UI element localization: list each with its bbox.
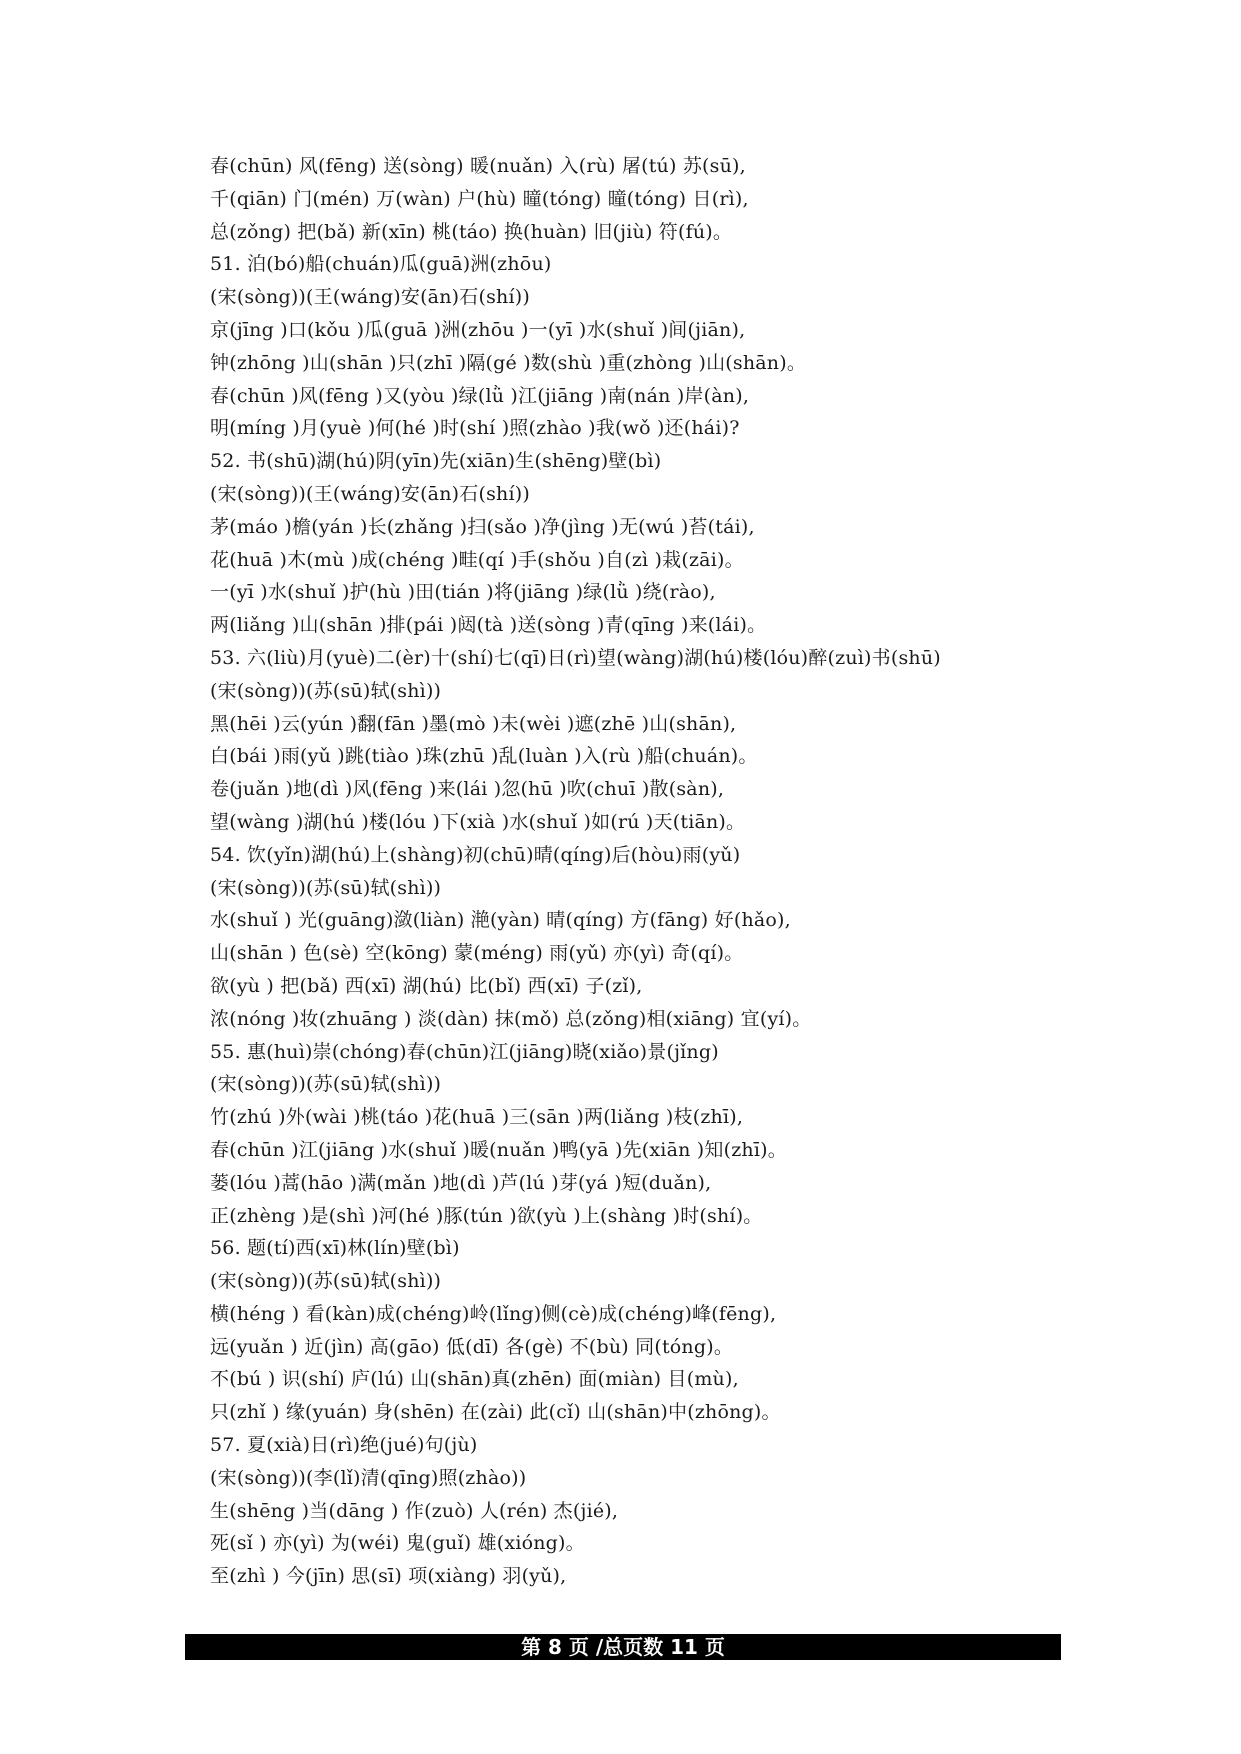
text-line: 55. 惠(huì)崇(chóng)春(chūn)江(jiāng)晓(xiǎo)景(jǐng) <box>210 1040 719 1063</box>
text-line: 蒌(lóu )蒿(hāo )满(mǎn )地(dì )芦(lú )芽(yá )短(duǎn), <box>210 1171 712 1194</box>
text-line: 春(chūn )江(jiāng )水(shuǐ )暖(nuǎn )鸭(yā )先(xiān )知(zhī)。 <box>210 1138 787 1161</box>
text-line: 总(zǒng) 把(bǎ) 新(xīn) 桃(táo) 换(huàn) 旧(jiù) 符(fú)。 <box>210 220 733 243</box>
page-number-label: 第 8 页 /总页数 11 页 <box>521 1635 725 1659</box>
text-line: 水(shuǐ ) 光(guāng)潋(liàn) 滟(yàn) 晴(qíng) 方(fāng) 好(hǎo), <box>210 909 791 932</box>
text-line: 浓(nóng )妆(zhuāng ) 淡(dàn) 抹(mǒ) 总(zǒng)相(xiāng) 宜(yí)。 <box>210 1007 812 1030</box>
text-line: 欲(yù ) 把(bǎ) 西(xī) 湖(hú) 比(bǐ) 西(xī) 子(zǐ), <box>210 974 643 997</box>
text-line: 56. 题(tí)西(xī)林(lín)壁(bì) <box>210 1237 460 1260</box>
text-line: 52. 书(shū)湖(hú)阴(yīn)先(xiān)生(shēng)壁(bì) <box>210 450 662 473</box>
text-line: 至(zhì ) 今(jīn) 思(sī) 项(xiàng) 羽(yǔ), <box>210 1565 567 1588</box>
text-line: 千(qiān) 门(mén) 万(wàn) 户(hù) 曈(tóng) 曈(tóng) 日(rì), <box>210 187 749 210</box>
text-line: 57. 夏(xià)日(rì)绝(jué)句(jù) <box>210 1434 478 1457</box>
text-line: 春(chūn )风(fēng )又(yòu )绿(lǜ )江(jiāng )南(nán )岸(àn), <box>210 384 750 407</box>
text-line: 生(shēng )当(dāng ) 作(zuò) 人(rén) 杰(jié), <box>210 1499 619 1522</box>
text-line: 春(chūn) 风(fēng) 送(sòng) 暖(nuǎn) 入(rù) 屠(tú) 苏(sū), <box>210 155 746 177</box>
text-line: 53. 六(liù)月(yuè)二(èr)十(shí)七(qī)日(rì)望(wàng)湖(hú)楼(lóu)醉(zuì)书(shū) <box>210 646 941 669</box>
text-line: 京(jīng )口(kǒu )瓜(guā )洲(zhōu )一(yī )水(shuǐ )间(jiān), <box>210 318 746 341</box>
text-line: (宋(sòng))(苏(sū)轼(shì)) <box>210 679 442 702</box>
text-line: 只(zhǐ ) 缘(yuán) 身(shēn) 在(zài) 此(cǐ) 山(shān)中(zhōng)。 <box>210 1401 781 1424</box>
text-line: (宋(sòng))(苏(sū)轼(shì)) <box>210 1073 442 1096</box>
text-line: (宋(sòng))(王(wáng)安(ān)石(shí)) <box>210 286 530 309</box>
text-line: 正(zhèng )是(shì )河(hé )豚(tún )欲(yù )上(shàng )时(shí)。 <box>210 1204 763 1227</box>
text-line: 白(bái )雨(yǔ )跳(tiào )珠(zhū )乱(luàn )入(rù )船(chuán)。 <box>210 745 758 768</box>
text-line: 山(shān ) 色(sè) 空(kōng) 蒙(méng) 雨(yǔ) 亦(yì) 奇(qí)。 <box>210 942 744 965</box>
text-line: (宋(sòng))(苏(sū)轼(shì)) <box>210 1270 442 1293</box>
text-line: 竹(zhú )外(wài )桃(táo )花(huā )三(sān )两(liǎng )枝(zhī), <box>210 1106 744 1129</box>
text-line: (宋(sòng))(李(lǐ)清(qīng)照(zhào)) <box>210 1466 527 1489</box>
text-line: (宋(sòng))(苏(sū)轼(shì)) <box>210 876 442 899</box>
text-line: 死(sǐ ) 亦(yì) 为(wéi) 鬼(guǐ) 雄(xióng)。 <box>210 1532 585 1555</box>
text-line: 卷(juǎn )地(dì )风(fēng )来(lái )忽(hū )吹(chuī )散(sàn), <box>210 778 725 801</box>
text-line: 钟(zhōng )山(shān )只(zhī )隔(gé )数(shù )重(zhòng )山(shān)。 <box>210 351 807 374</box>
text-line: 茅(máo )檐(yán )长(zhǎng )扫(sǎo )净(jìng )无(wú )苔(tái), <box>210 515 755 538</box>
text-line: 花(huā )木(mù )成(chéng )畦(qí )手(shǒu )自(zì )栽(zāi)。 <box>210 548 744 571</box>
text-line: 不(bú ) 识(shí) 庐(lú) 山(shān)真(zhēn) 面(miàn) 目(mù), <box>210 1368 739 1391</box>
text-line: 两(liǎng )山(shān )排(pái )闼(tà )送(sòng )青(qīng )来(lái)。 <box>210 614 767 637</box>
text-line: 一(yī )水(shuǐ )护(hù )田(tián )将(jiāng )绿(lǜ )绕(rào), <box>210 581 716 604</box>
text-line: 明(míng )月(yuè )何(hé )时(shí )照(zhào )我(wǒ )还(hái)? <box>210 417 740 440</box>
text-line: (宋(sòng))(王(wáng)安(ān)石(shí)) <box>210 482 530 505</box>
text-line: 远(yuǎn ) 近(jìn) 高(gāo) 低(dī) 各(gè) 不(bù) 同(tóng)。 <box>210 1335 734 1358</box>
text-line: 51. 泊(bó)船(chuán)瓜(guā)洲(zhōu) <box>210 253 552 276</box>
poem-text-body <box>210 150 1110 1593</box>
text-line: 黑(hēi )云(yún )翻(fān )墨(mò )未(wèi )遮(zhē )山(shān), <box>210 712 737 735</box>
text-line: 54. 饮(yǐn)湖(hú)上(shàng)初(chū)晴(qíng)后(hòu)雨(yǔ) <box>210 843 741 866</box>
page-footer <box>185 1634 1061 1660</box>
text-line: 横(héng ) 看(kàn)成(chéng)岭(lǐng)侧(cè)成(chéng)峰(fēng), <box>210 1302 777 1325</box>
text-line: 望(wàng )湖(hú )楼(lóu )下(xià )水(shuǐ )如(rú )天(tiān)。 <box>210 810 746 833</box>
